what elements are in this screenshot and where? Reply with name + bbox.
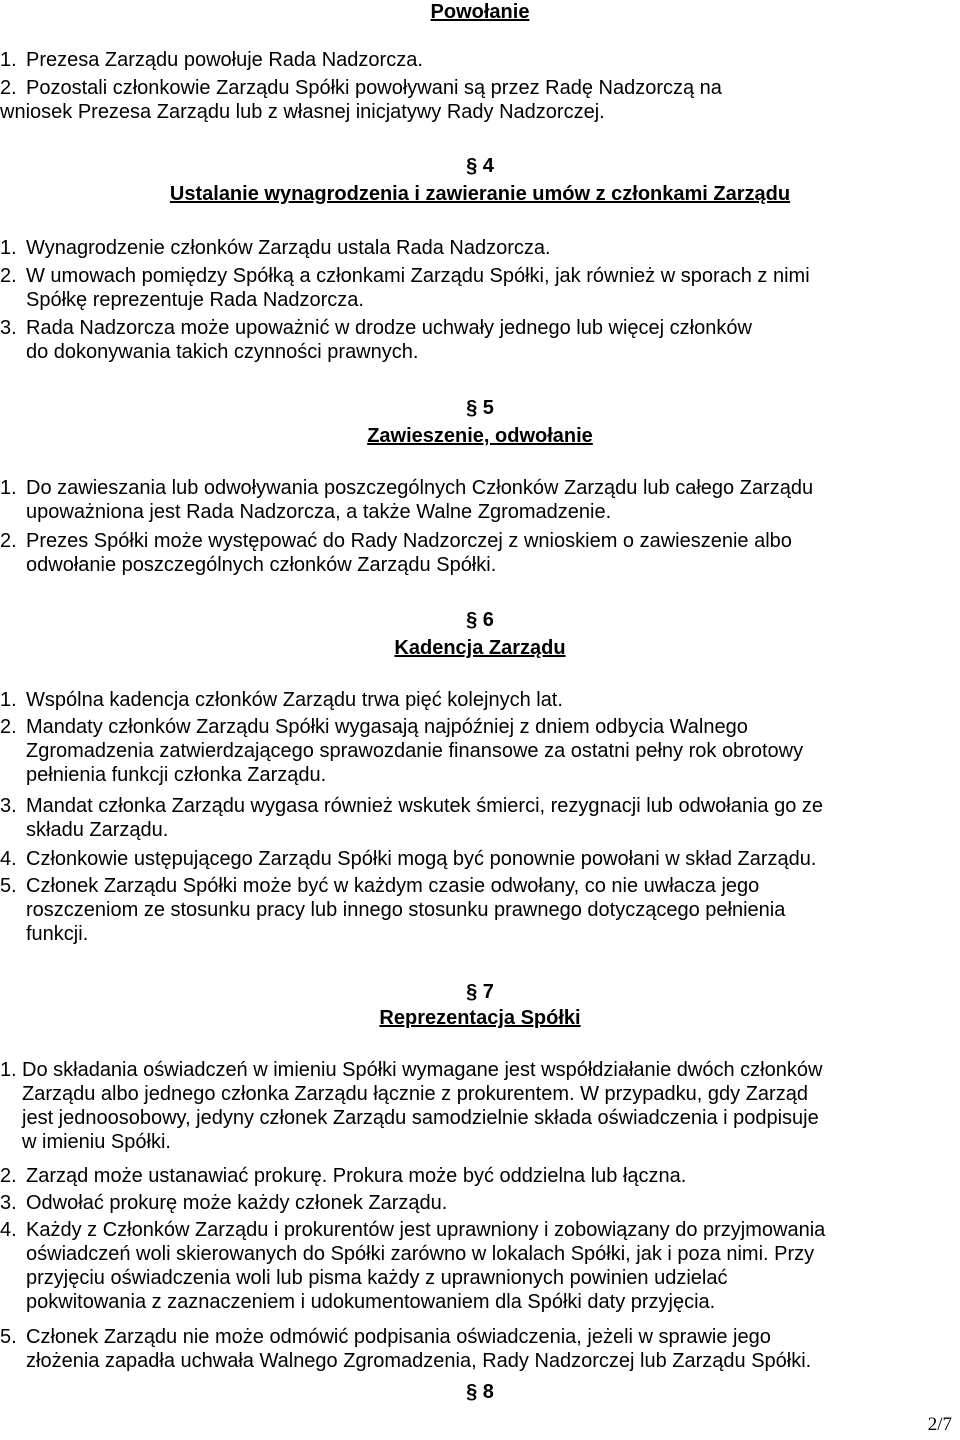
list-item: 1. Wynagrodzenie członków Zarządu ustala Rada Nadzorcza. [0, 237, 551, 259]
list-item: 4. Członkowie ustępującego Zarządu Spółki mogą być ponownie powołani w skład Zarządu. [0, 848, 817, 870]
list-item: 5. Członek Zarządu Spółki może być w każdym czasie odwołany, co nie uwłacza jego roszczeniom ze stosunku pracy lub innego stosunku prawnego dotyczącego pełnienia funkcji. [0, 875, 786, 945]
section-heading-6: Kadencja Zarządu [394, 637, 566, 659]
section-number-7: § 7 [466, 981, 494, 1003]
list-item: 2. Mandaty członków Zarządu Spółki wygasają najpóźniej z dniem odbycia Walnego Zgromadzenia zatwierdzającego sprawozdanie finansowe za ostatni pełny rok obrotowy pełnienia funkcji członka Zarządu. [0, 716, 804, 786]
list-item: 3. Rada Nadzorcza może upoważnić w drodze uchwały jednego lub więcej członków do dokonywania takich czynności prawnych. [0, 317, 752, 363]
section-heading-5: Zawieszenie, odwołanie [367, 425, 593, 447]
list-item: 1. Wspólna kadencja członków Zarządu trwa pięć kolejnych lat. [0, 689, 563, 711]
list-item: 1. Do zawieszania lub odwoływania poszczególnych Członków Zarządu lub całego Zarządu upoważniona jest Rada Nadzorcza, a także Walne Zgromadzenie. [0, 477, 814, 523]
section-heading-7: Reprezentacja Spółki [379, 1007, 581, 1029]
section-number-8: § 8 [466, 1381, 494, 1403]
list-item: 5. Członek Zarządu nie może odmówić podpisania oświadczenia, jeżeli w sprawie jego złożenia zapadła uchwała Walnego Zgromadzenia, Rady Nadzorczej lub Zarządu Spółki. [0, 1326, 812, 1372]
list-item: 2. Zarząd może ustanawiać prokurę. Prokura może być oddzielna lub łączna. [0, 1165, 687, 1187]
list-item: 3. Mandat członka Zarządu wygasa również wskutek śmierci, rezygnacji lub odwołania go ze składu Zarządu. [0, 795, 824, 841]
section-number-4: § 4 [466, 155, 494, 177]
list-item: 1. Do składania oświadczeń w imieniu Spółki wymagane jest współdziałanie dwóch członków Zarządu albo jednego członka Zarządu łącznie z prokurentem. W przypadku, gdy Zarząd jest jednoosobowy, jedyny członek Zarządu samodzielnie składa oświadczenia i podpisuje w imieniu Spółki. [0, 1059, 823, 1153]
section-number-6: § 6 [466, 609, 494, 631]
list-item: 1. Prezesa Zarządu powołuje Rada Nadzorcza. [0, 49, 423, 71]
list-item: 2. Pozostali członkowie Zarządu Spółki powoływani są przez Radę Nadzorczą na wniosek Prezesa Zarządu lub z własnej inicjatywy Rady Nadzorczej. [0, 77, 722, 123]
list-item: 2. W umowach pomiędzy Spółką a członkami Zarządu Spółki, jak również w sporach z nimi Spółkę reprezentuje Rada Nadzorcza. [0, 265, 810, 311]
list-item: 4. Każdy z Członków Zarządu i prokurentów jest uprawniony i zobowiązany do przyjmowania oświadczeń woli skierowanych do Spółki zarówno w lokalach Spółki, jak i poza nimi. Przy przyjęciu oświadczenia woli lub pisma każdy z uprawnionych powinien udzielać pokwitowania z zaznaczeniem i udokumentowaniem dla Spółki daty przyjęcia. [0, 1219, 826, 1313]
section-heading-powolanie: Powołanie [430, 1, 530, 23]
page-number: 2/7 [927, 1414, 952, 1435]
section-heading-4: Ustalanie wynagrodzenia i zawieranie umów z członkami Zarządu [169, 183, 791, 205]
section-number-5: § 5 [466, 397, 494, 419]
list-item: 3. Odwołać prokurę może każdy członek Zarządu. [0, 1192, 448, 1214]
list-item: 2. Prezes Spółki może występować do Rady Nadzorczej z wnioskiem o zawieszenie albo odwołanie poszczególnych członków Zarządu Spółki. [0, 530, 792, 576]
